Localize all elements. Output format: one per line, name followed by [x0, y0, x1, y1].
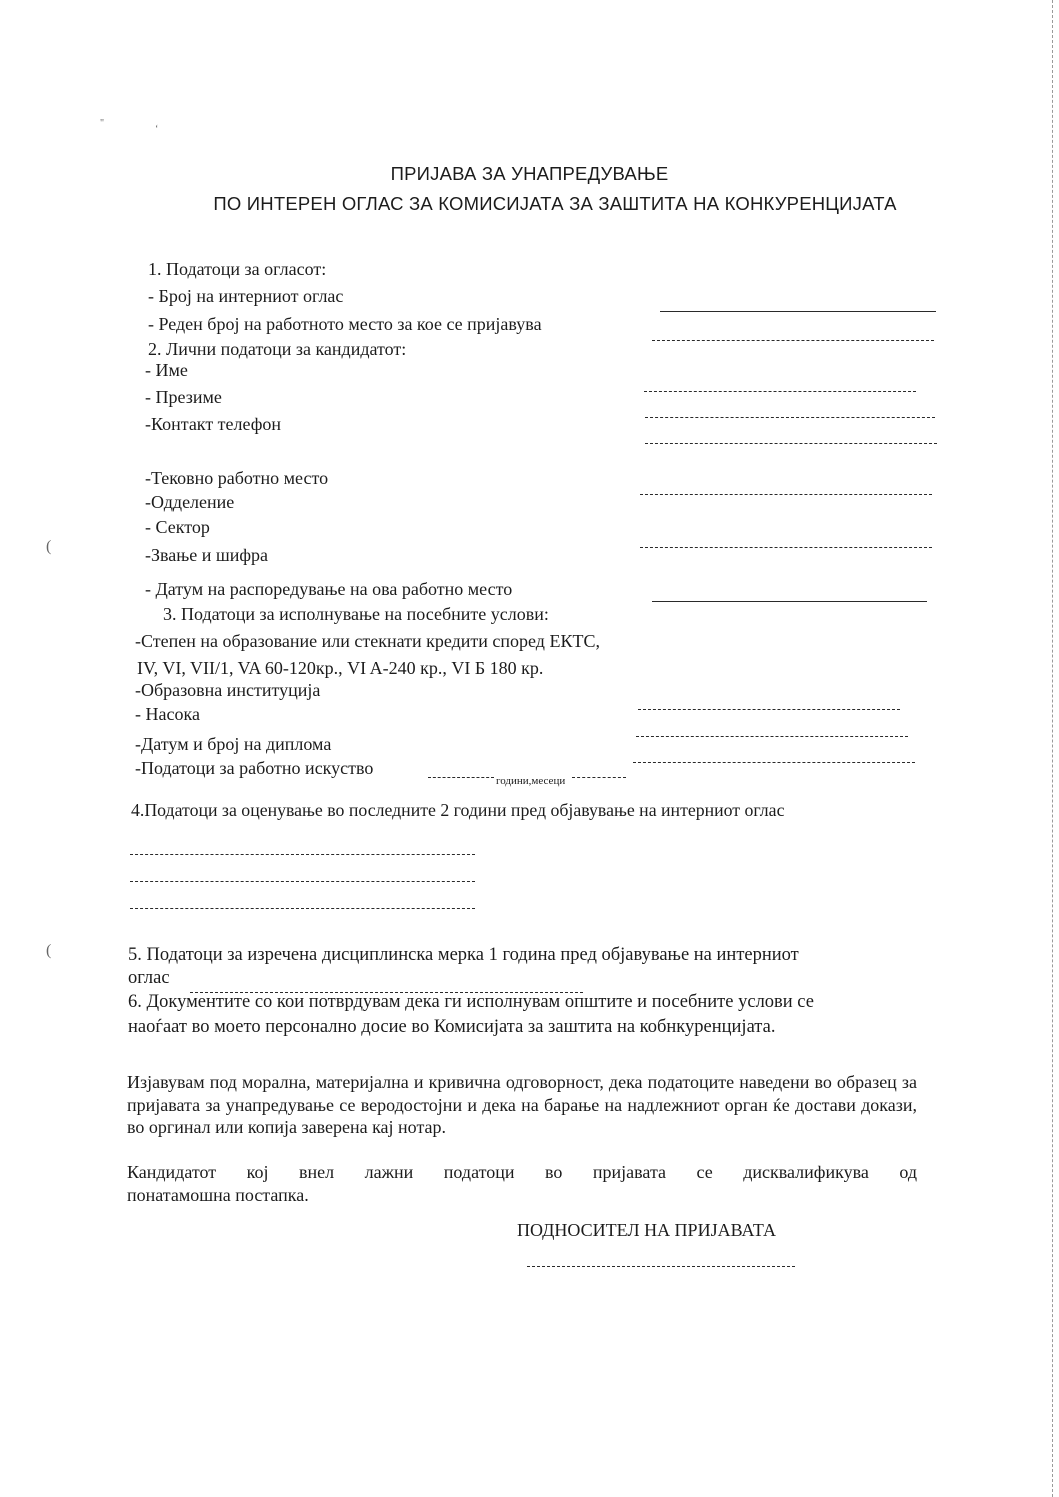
education-levels: IV, VI, VII/1, VA 60-120кр., VI A-240 кр., VI Б 180 кр. [137, 658, 544, 678]
form-title-line2: ПО ИНТЕРЕН ОГЛАС ЗА КОМИСИЈАТА ЗА ЗАШТИТА НА КОНКУРЕНЦИЈАТА [213, 193, 897, 214]
field-blank[interactable] [636, 736, 908, 737]
assignment-date-blank[interactable] [652, 601, 927, 602]
ad-number-blank[interactable] [660, 311, 936, 312]
department-sector-blank[interactable] [640, 547, 932, 548]
scan-speck: " [100, 118, 105, 129]
position-number-blank[interactable] [652, 340, 934, 341]
name-label: - Име [145, 360, 188, 380]
section2-heading: 2. Лични податоци за кандидатот: [148, 339, 407, 359]
sector-label: - Сектор [145, 517, 210, 537]
current-position-blank[interactable] [640, 494, 932, 495]
section1-ad-number-label: - Број на интерниот оглас [148, 286, 344, 306]
title-code-label: -Звање и шифра [145, 545, 269, 565]
scan-speck: ( [46, 538, 52, 555]
signature-blank[interactable] [527, 1266, 795, 1267]
section5-line2: оглас [128, 968, 170, 988]
disqualification-line2: понатамошна постапка. [127, 1185, 309, 1205]
section4-heading: 4.Податоци за оценување во последните 2 години пред објавување на интерниот оглас [131, 800, 785, 820]
experience-label: -Податоци за работно искуство [135, 758, 374, 778]
institution-label: -Образовна институција [135, 680, 321, 700]
experience-blank-tail[interactable] [572, 777, 626, 778]
surname-label: - Презиме [145, 387, 222, 407]
department-label: -Одделение [145, 492, 235, 512]
name-blank[interactable] [644, 391, 916, 392]
section1-heading: 1. Податоци за огласот: [148, 259, 327, 279]
signature-label: ПОДНОСИТЕЛ НА ПРИЈАВАТА [517, 1220, 776, 1240]
diploma-label: -Датум и број на диплома [135, 734, 332, 754]
scan-speck: ( [46, 942, 52, 959]
section6-line1: 6. Документите со кои потврдувам дека ги исполнувам општите и посебните услови се [128, 992, 814, 1012]
form-title-line1: ПРИЈАВА ЗА УНАПРЕДУВАЊЕ [390, 163, 669, 184]
surname-blank[interactable] [645, 417, 935, 418]
rating-blank-2[interactable] [130, 881, 475, 882]
current-position-label: -Тековно работно место [145, 468, 329, 488]
experience-blank[interactable] [428, 777, 494, 778]
rating-blank-3[interactable] [130, 908, 475, 909]
experience-units: години,месеци [496, 775, 566, 787]
diploma-blank[interactable] [633, 762, 915, 763]
institution-blank[interactable] [638, 709, 900, 710]
phone-blank[interactable] [645, 443, 937, 444]
scan-edge-line [1052, 0, 1053, 1497]
rating-blank-1[interactable] [130, 854, 475, 855]
section1-position-number-label: - Реден број на работното место за кое се пријавува [148, 314, 542, 334]
assignment-date-label: - Датум на распоредување на ова работно место [145, 579, 513, 599]
section3-heading: 3. Податоци за исполнување на посебните услови: [163, 604, 549, 624]
field-label: - Насока [135, 704, 200, 724]
education-label: -Степен на образование или стекнати кредити според ЕКТС, [135, 631, 600, 651]
section5-line1: 5. Податоци за изречена дисциплинска мерка 1 година пред објавување на интерниот [128, 945, 799, 965]
disqualification-line1: Кандидатот кој внел лажни податоци во пријавата се дисквалификува од [127, 1162, 917, 1182]
declaration-text: Изјавувам под морална, материјална и кривична одговорност, дека податоците наведени во образец за пријавата за унапредување се веродостојни и дека на барање на надлежниот орган ќе достави докази, во оргинал или копија заверена кај нотар. [127, 1072, 917, 1137]
phone-label: -Контакт телефон [145, 414, 282, 434]
section6-line2: наоѓаат во моето персонално досие во Комисијата за заштита на кобнкуренцијата. [128, 1017, 776, 1037]
scan-speck: ‘ [155, 124, 159, 135]
